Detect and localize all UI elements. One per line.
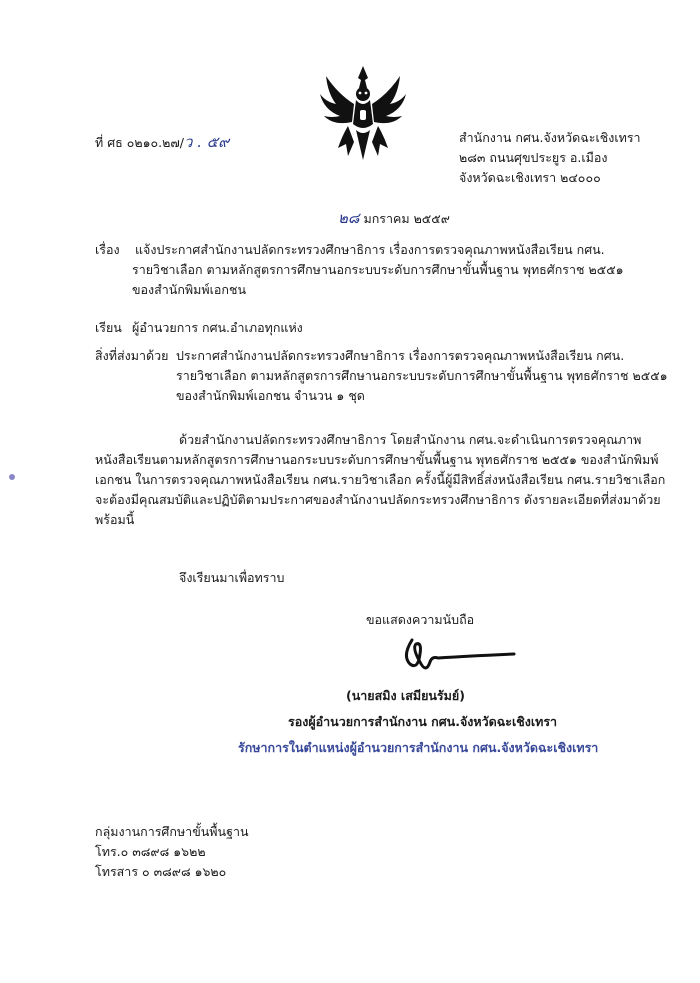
regards-line: ขอแสดงความนับถือ	[366, 612, 475, 627]
footer-contact	[95, 822, 249, 882]
body-line: เอกชน ในการตรวจคุณภาพหนังสือเรียน กศน.รายวิชาเลือก ครั้งนี้ผู้มีสิทธิ์ส่งหนังสือเรียน กศน.รายวิชาเลือก	[95, 472, 666, 487]
punch-mark	[9, 474, 15, 480]
office-line: จังหวัดฉะเชิงเทรา ๒๔๐๐๐	[459, 170, 601, 185]
subject-label: เรื่อง	[95, 242, 120, 257]
office-line: สำนักงาน กศน.จังหวัดฉะเชิงเทรา	[459, 130, 641, 145]
signer-title-2: รักษาการในตำแหน่งผู้อำนวยการสำนักงาน กศน.จังหวัดฉะเชิงเทรา	[238, 740, 599, 755]
body-paragraph	[95, 430, 665, 530]
office-line: ๒๘๓ ถนนศุขประยูร อ.เมือง	[459, 150, 608, 165]
footer-line: โทร.๐ ๓๘๙๘ ๑๖๒๒	[95, 844, 206, 859]
attachment-label: สิ่งที่ส่งมาด้วย	[95, 348, 169, 363]
attachment-line: ของสำนักพิมพ์เอกชน จำนวน ๑ ชุด	[176, 388, 365, 403]
body-line: พร้อมนี้	[95, 512, 135, 527]
subject-text	[132, 240, 624, 300]
garuda-emblem	[318, 64, 408, 164]
signer-title-1: รองผู้อำนวยการสำนักงาน กศน.จังหวัดฉะเชิงเทรา	[288, 714, 558, 729]
date-month-year: มกราคม ๒๕๕๙	[363, 211, 450, 226]
to-label: เรียน	[95, 320, 122, 335]
subject-line: รายวิชาเลือก ตามหลักสูตรการศึกษานอกระบบระดับการศึกษาขั้นพื้นฐาน พุทธศักราช ๒๕๕๑	[132, 262, 624, 277]
signature-image	[398, 634, 518, 678]
attachment-text	[176, 346, 668, 406]
body-line: จะต้องมีคุณสมบัติและปฏิบัติตามประกาศของสำนักงานปลัดกระทรวงศึกษาธิการ ดังรายละเอียดที่ส่งมาด้วย	[95, 492, 661, 507]
attachment-line: ประกาศสำนักงานปลัดกระทรวงศึกษาธิการ เรื่องการตรวจคุณภาพหนังสือเรียน กศน.	[176, 348, 625, 363]
date-day-handwritten: ๒๘	[338, 209, 360, 227]
body-line: ด้วยสำนักงานปลัดกระทรวงศึกษาธิการ โดยสำนักงาน กศน.จะดำเนินการตรวจคุณภาพ	[179, 432, 642, 447]
reference-number	[95, 130, 229, 154]
subject-line: ของสำนักพิมพ์เอกชน	[132, 282, 247, 297]
body-line: หนังสือเรียนตามหลักสูตรการศึกษานอกระบบระดับการศึกษาขั้นพื้นฐาน พุทธศักราช ๒๕๕๑ ของสำนักพิมพ์	[95, 452, 659, 467]
reference-prefix: ที่ ศธ ๐๒๑๐.๒๗/	[95, 135, 185, 150]
subject-line: แจ้งประกาศสำนักงานปลัดกระทรวงศึกษาธิการ เรื่องการตรวจคุณภาพหนังสือเรียน กศน.	[135, 242, 605, 257]
signer-name: (นายสมิง เสมียนรัมย์)	[346, 688, 465, 703]
closing-line: จึงเรียนมาเพื่อทราบ	[179, 570, 285, 585]
office-address	[459, 128, 641, 188]
footer-line: กลุ่มงานการศึกษาขั้นพื้นฐาน	[95, 824, 249, 839]
to-text: ผู้อำนวยการ กศน.อำเภอทุกแห่ง	[132, 320, 303, 335]
reference-handwritten: ว . ๕๙	[184, 133, 230, 151]
footer-line: โทรสาร ๐ ๓๘๙๘ ๑๖๒๐	[95, 864, 227, 879]
attachment-line: รายวิชาเลือก ตามหลักสูตรการศึกษานอกระบบระดับการศึกษาขั้นพื้นฐาน พุทธศักราช ๒๕๕๑	[176, 368, 668, 383]
letter-date	[338, 206, 450, 230]
